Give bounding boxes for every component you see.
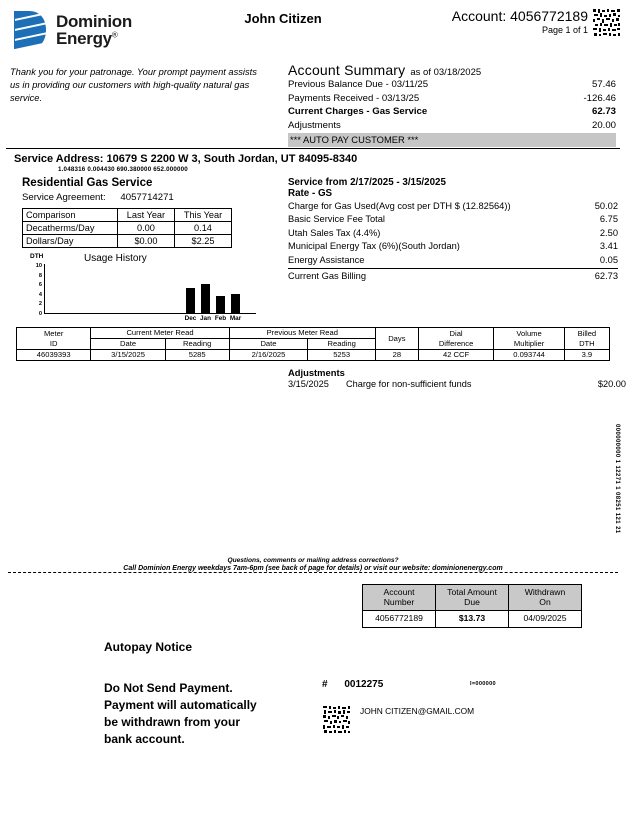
table-row: [23, 222, 232, 235]
qr-code-icon: [592, 8, 622, 38]
autopay-message-line: Payment will automatically: [104, 698, 257, 713]
chart-y-tick: 0: [38, 311, 42, 317]
vertical-barcode-text: 000000000 1 12271 1 08251 121 21: [614, 424, 620, 534]
residential-gas-service-block: [22, 177, 272, 325]
account-block: [452, 8, 588, 35]
meter-id-value: 46039393: [17, 350, 91, 361]
meter-reading-section: [0, 327, 626, 361]
rate-code: Rate - GS: [288, 188, 333, 199]
summary-row: [288, 119, 616, 133]
current-reading-header: Reading: [165, 339, 229, 350]
comparison-cell: Decatherms/Day: [23, 222, 118, 235]
comparison-cell: $0.00: [117, 235, 174, 248]
autopay-notice-title: Autopay Notice: [104, 640, 193, 654]
chart-x-tick: Mar: [229, 315, 242, 322]
volume-header-line2: Multiplier: [513, 338, 545, 348]
dial-header-line2: Difference: [438, 338, 474, 348]
account-summary-as-of: as of 03/18/2025: [410, 67, 482, 78]
charges-detail-block: [288, 177, 618, 284]
chart-bar: [201, 284, 210, 313]
table-row: [17, 350, 610, 361]
stub-account-number-value: 4056772189: [363, 610, 436, 627]
comparison-header-1: Last Year: [117, 209, 174, 222]
customer-name: John Citizen: [244, 11, 322, 26]
chart-y-axis-label: DTH: [30, 253, 44, 260]
charge-label: Charge for Gas Used(Avg cost per DTH $ (12.82564)): [288, 201, 511, 211]
table-row: [363, 610, 582, 627]
current-date-value: 3/15/2025: [91, 350, 165, 361]
summary-row-label: Previous Balance Due - 03/11/25: [288, 79, 429, 90]
charge-row: [288, 240, 618, 253]
page-indicator: Page 1 of 1: [541, 25, 588, 35]
stub-withdrawn-on-header: [509, 585, 582, 611]
summary-row-label: Current Charges - Gas Service: [288, 106, 428, 118]
chart-y-tick: 4: [38, 291, 42, 298]
service-period: Service from 2/17/2025 - 3/15/2025: [288, 177, 446, 188]
reference-number: 0012275: [344, 679, 384, 690]
payment-stub-table: [362, 584, 582, 628]
account-number: 4056772189: [510, 8, 588, 24]
page-header: [0, 0, 626, 62]
chart-plot-area: [35, 263, 256, 322]
service-address: [0, 149, 626, 165]
summary-row-amount: 62.73: [591, 106, 616, 118]
chart-x-tick: Feb: [214, 315, 227, 322]
stub-total-due-value: $13.73: [436, 610, 509, 627]
current-reading-value: 5285: [165, 350, 229, 361]
adjustment-row: [288, 379, 626, 389]
reference-number-block: [322, 679, 383, 690]
account-label: Account:: [451, 8, 507, 24]
chart-x-axis: [44, 313, 256, 314]
adjustment-date: 3/15/2025: [288, 379, 329, 389]
do-not-send-payment-message: [104, 680, 257, 748]
meter-reading-table: [16, 327, 610, 361]
questions-line-1: Questions, comments or mailing address corrections?: [227, 557, 399, 564]
charge-row: [288, 200, 618, 213]
imb-code: I=000000: [470, 681, 496, 687]
summary-row-label: Adjustments: [288, 119, 341, 131]
dial-difference-value: 42 CCF: [418, 350, 494, 361]
chart-bar: [216, 296, 225, 313]
summary-row-amount: -126.46: [583, 92, 616, 104]
summary-band: [0, 62, 626, 144]
comparison-cell: 0.14: [174, 222, 231, 235]
charge-label: Basic Service Fee Total: [288, 214, 385, 225]
current-date-header: Date: [91, 339, 165, 350]
questions-line-2: Call Dominion Energy weekdays 7am-6pm (see back of page for details) or visit our website: dominionenergy.com: [123, 565, 503, 572]
comparison-cell: Dollars/Day: [23, 235, 118, 248]
current-read-header: Current Meter Read: [91, 328, 229, 339]
adjustment-description: Charge for non-sufficient funds: [346, 379, 472, 389]
table-header-row: [17, 328, 610, 339]
volume-header-line1: Volume: [516, 329, 542, 339]
current-gas-billing-row: [288, 268, 618, 283]
charge-amount: 50.02: [594, 201, 618, 211]
summary-row-label: Payments Received - 03/13/25: [288, 92, 420, 104]
billed-header-line1: Billed: [577, 329, 597, 339]
previous-date-header: Date: [229, 339, 308, 350]
qr-code-icon: [322, 705, 352, 735]
stub-header-line2: Number: [383, 597, 415, 608]
billed-header-line2: DTH: [579, 338, 595, 348]
account-summary-title: Account Summary: [288, 62, 406, 78]
adjustments-section: [0, 367, 626, 389]
account-summary: [288, 62, 616, 147]
chart-y-tick: 8: [38, 272, 42, 279]
stub-header-line1: Account: [383, 587, 415, 597]
stub-header-line1: Withdrawn: [524, 587, 566, 597]
comparison-cell: 0.00: [117, 222, 174, 235]
billed-dth-header: [564, 328, 609, 350]
chart-y-tick: 10: [35, 263, 42, 269]
dial-header-line1: Dial: [449, 329, 463, 339]
mid-section: [0, 177, 626, 322]
previous-reading-header: Reading: [308, 339, 376, 350]
adjustment-amount: $20.00: [597, 379, 626, 389]
service-address-value: 10679 S 2200 W 3, South Jordan, UT 84095-8340: [106, 153, 358, 165]
billed-dth-value: 3.9: [564, 350, 609, 361]
micro-codes: 1.048316 0.004430 690.380000 652.000000: [58, 166, 188, 173]
charge-label: Energy Assistance: [288, 254, 365, 265]
stub-header-line2: On: [539, 597, 551, 608]
days-value: 28: [375, 350, 418, 361]
previous-reading-value: 5253: [308, 350, 376, 361]
previous-read-header: Previous Meter Read: [229, 328, 375, 339]
logo-line-1: Dominion: [56, 11, 132, 31]
service-agreement-label: Service Agreement:: [22, 192, 106, 203]
tear-off-dashed-line: [8, 572, 618, 573]
autopay-message-line: Do Not Send Payment.: [104, 681, 233, 695]
autopay-customer-banner: *** AUTO PAY CUSTOMER ***: [288, 133, 616, 147]
logo-registered-mark: ®: [111, 30, 118, 40]
volume-multiplier-value: 0.093744: [494, 350, 564, 361]
days-header: Days: [375, 328, 418, 350]
table-row: [23, 235, 232, 248]
summary-row: [288, 78, 616, 92]
usage-history-chart: [22, 253, 262, 325]
service-agreement-number: 4057714271: [120, 192, 174, 203]
questions-footer: [0, 557, 626, 572]
service-address-label: Service Address:: [14, 153, 104, 165]
comparison-table: [22, 208, 232, 248]
dial-difference-header: [418, 328, 494, 350]
chart-x-tick: Jan: [199, 315, 212, 322]
meter-id-header-line2: ID: [49, 338, 58, 348]
summary-row: [288, 105, 616, 119]
residential-service-title: Residential Gas Service: [22, 177, 153, 189]
summary-row-amount: 20.00: [591, 119, 616, 131]
charge-amount: 3.41: [599, 241, 618, 252]
comparison-header-2: This Year: [174, 209, 231, 222]
hash-symbol-icon: #: [322, 679, 328, 690]
volume-multiplier-header: [494, 328, 564, 350]
comparison-header-0: Comparison: [23, 209, 118, 222]
adjustments-title: Adjustments: [288, 367, 345, 378]
chart-y-tick: 2: [38, 301, 42, 308]
payment-stub: [362, 584, 582, 628]
charge-label: Municipal Energy Tax (6%)(South Jordan): [288, 241, 460, 252]
logo-line-2: Energy: [56, 29, 112, 48]
stub-header-line1: Total Amount: [447, 587, 497, 597]
chart-y-tick: 6: [38, 282, 42, 289]
stub-header-line2: Due: [464, 597, 480, 608]
charge-row: [288, 254, 618, 267]
charge-amount: 0.05: [599, 254, 618, 265]
autopay-message-line: be withdrawn from your: [104, 715, 241, 730]
patronage-message: Thank you for your patronage. Your prompt payment assists us in providing our customers with high-quality natural gas service.: [10, 67, 257, 104]
meter-id-header-line1: Meter: [43, 329, 64, 339]
chart-title: Usage History: [84, 253, 147, 264]
chart-x-tick: Dec: [184, 315, 197, 322]
table-row: [23, 209, 232, 222]
stub-withdrawn-on-value: 04/09/2025: [509, 610, 582, 627]
chart-bar: [186, 288, 195, 313]
summary-row: [288, 92, 616, 106]
summary-row-amount: 57.46: [591, 79, 616, 90]
chart-bar: [231, 294, 240, 313]
charge-row: [288, 213, 618, 226]
previous-date-value: 2/16/2025: [229, 350, 308, 361]
charge-amount: 6.75: [599, 214, 618, 225]
current-gas-billing-label: Current Gas Billing: [288, 271, 367, 282]
stub-account-number-header: [363, 585, 436, 611]
customer-email: JOHN CITIZEN@GMAIL.COM: [360, 706, 475, 716]
stub-total-due-header: [436, 585, 509, 611]
autopay-message-line: bank account.: [104, 732, 185, 747]
charge-amount: 2.50: [599, 227, 618, 238]
meter-id-header: [17, 328, 91, 350]
charge-row: [288, 227, 618, 240]
current-gas-billing-amount: 62.73: [594, 271, 618, 282]
chart-y-axis: [44, 264, 45, 314]
comparison-cell: $2.25: [174, 235, 231, 248]
table-header-row: [363, 585, 582, 611]
charge-label: Utah Sales Tax (4.4%): [288, 227, 381, 238]
